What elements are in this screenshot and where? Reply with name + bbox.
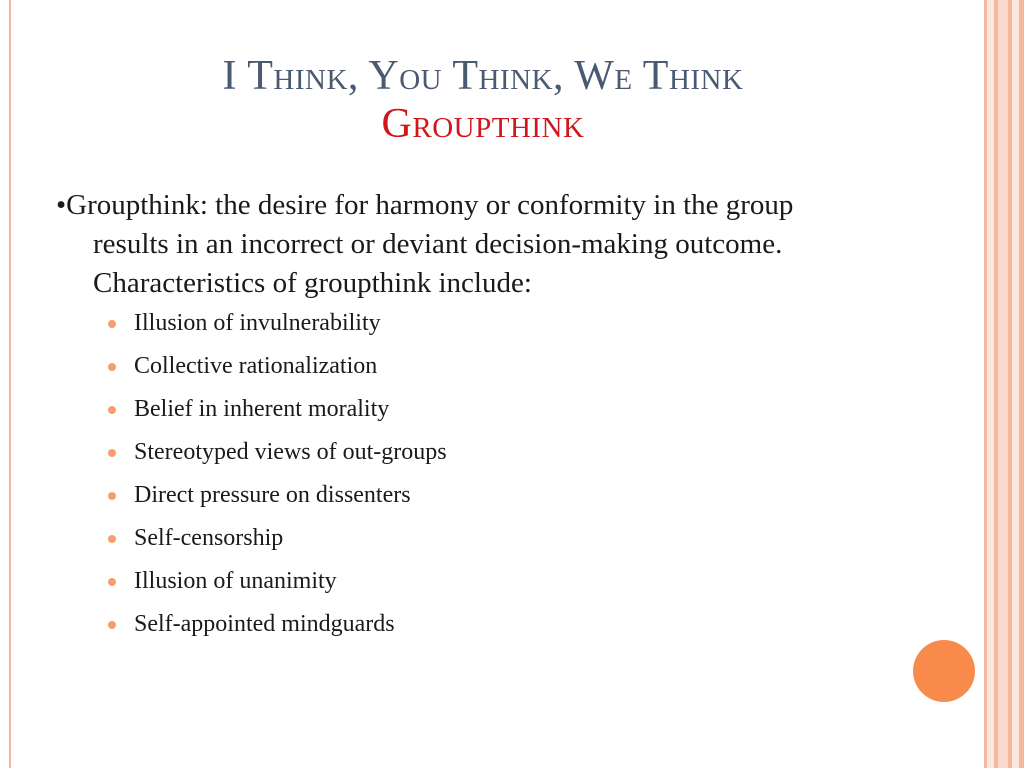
stripe bbox=[1012, 0, 1019, 768]
list-item-text: Illusion of unanimity bbox=[134, 568, 337, 594]
list-item-text: Belief in inherent morality bbox=[134, 396, 390, 422]
list-item bbox=[56, 567, 876, 595]
decorative-circle-icon bbox=[913, 640, 975, 702]
characteristics-list bbox=[56, 309, 876, 638]
list-item-text: Self-appointed mindguards bbox=[134, 611, 395, 637]
list-item-text: Self-censorship bbox=[134, 525, 284, 551]
bullet-dot-icon bbox=[108, 492, 116, 500]
bullet-dot-icon bbox=[108, 449, 116, 457]
stripe bbox=[1019, 0, 1024, 768]
list-item bbox=[56, 309, 876, 337]
list-item-text: Direct pressure on dissenters bbox=[134, 482, 411, 508]
bullet-dot-icon bbox=[108, 363, 116, 371]
list-item bbox=[56, 524, 876, 552]
list-item bbox=[56, 610, 876, 638]
title-subheading: Groupthink bbox=[381, 101, 585, 147]
decorative-stripes bbox=[984, 0, 1024, 768]
list-item-text: Collective rationalization bbox=[134, 353, 378, 379]
bullet-dot-icon bbox=[108, 406, 116, 414]
slide-body bbox=[56, 186, 876, 653]
list-item-text: Stereotyped views of out-groups bbox=[134, 439, 447, 465]
list-item-text: Illusion of invulnerability bbox=[134, 310, 381, 336]
list-item bbox=[56, 395, 876, 423]
list-item bbox=[56, 438, 876, 466]
list-item bbox=[56, 481, 876, 509]
bullet-dot-icon bbox=[108, 535, 116, 543]
stripe bbox=[998, 0, 1008, 768]
slide-title bbox=[0, 52, 966, 148]
bullet-dot-icon bbox=[108, 320, 116, 328]
list-item bbox=[56, 352, 876, 380]
title-heading: I Think, You Think, We Think bbox=[222, 53, 744, 99]
stripe bbox=[987, 0, 994, 768]
bullet-dot-icon bbox=[108, 578, 116, 586]
bullet-dot-icon bbox=[108, 621, 116, 629]
intro-paragraph: •Groupthink: the desire for harmony or conformity in the group results in an incorrect or deviant decision-making outcome. Characteristics of groupthink include: bbox=[56, 189, 794, 299]
